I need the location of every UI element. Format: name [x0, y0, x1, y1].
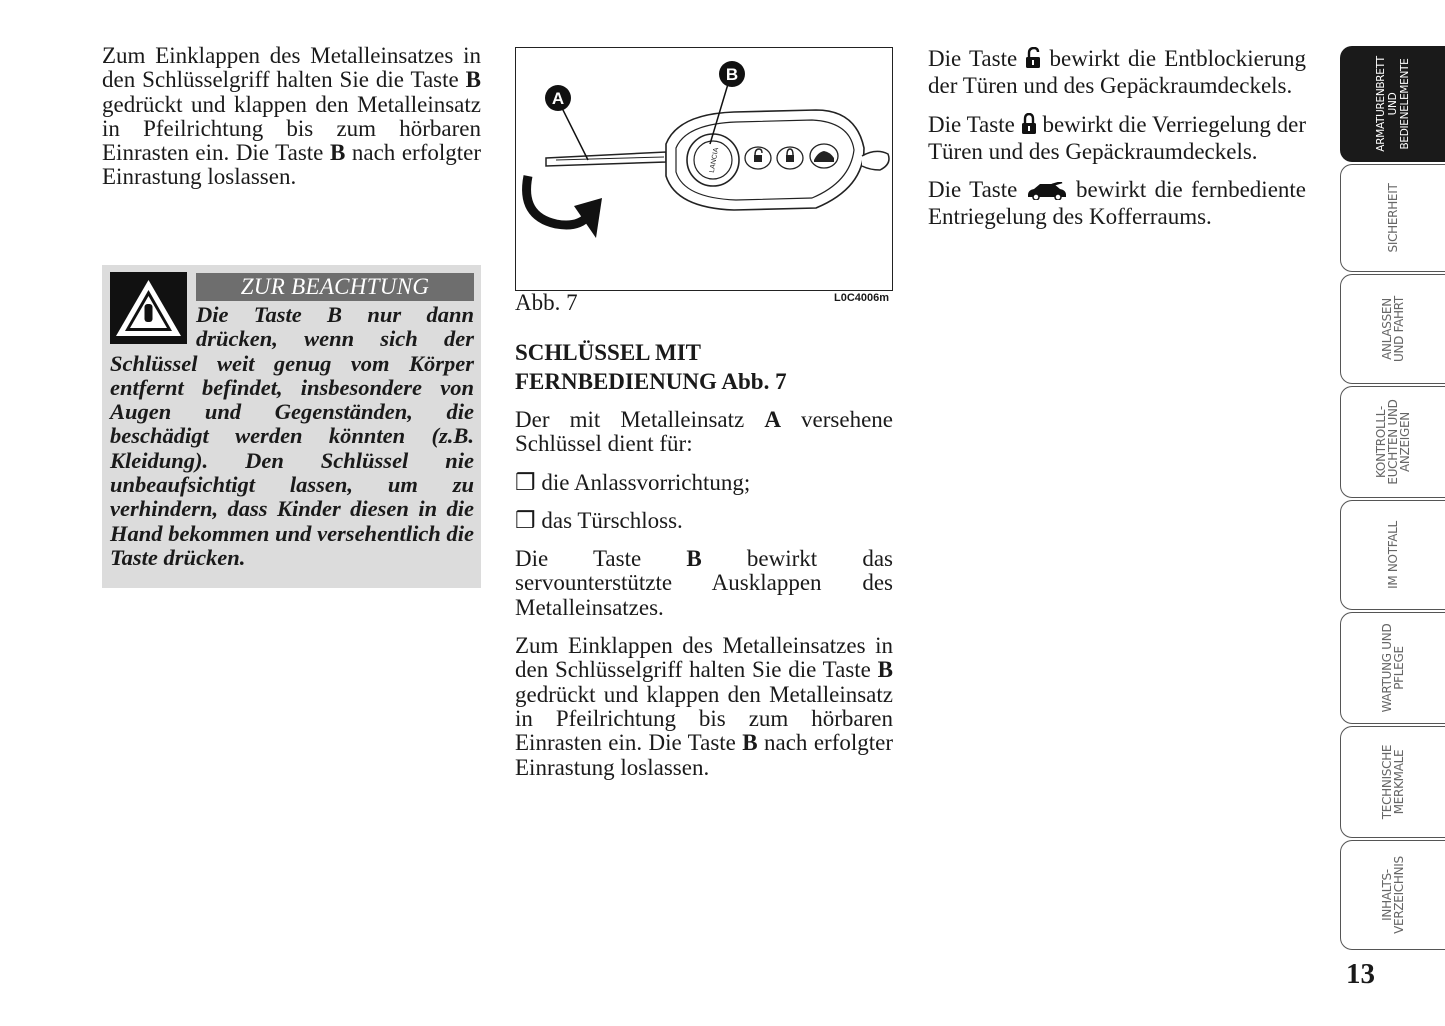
button-b-paragraph: Die Taste B bewirkt das servounterstützte Ausklappen des Metalleinsatzes. [515, 546, 894, 620]
tab-label: WARTUNG UND PFLEGE [1380, 623, 1406, 713]
column-middle [515, 338, 893, 794]
tab-label: TECHNISCHE MERKMALE [1380, 744, 1406, 820]
tab-im-notfall[interactable] [1340, 500, 1445, 610]
tab-label: SICHERHEIT [1386, 183, 1400, 253]
warning-text: Die Taste B nur dann drücken, wenn sich der Schlüssel weit genug vom Körper entfernt befindet, insbesondere von Augen und Gegenständen, die beschädigt werden könnten (z.B. Kleidung). Den Schlüssel nie unbeaufsichtigt lassen, um zu verhindern, dass Kinder diesen in die Hand bekommen und versehentlich die Taste drücken. [110, 302, 474, 570]
fold-instructions-paragraph: Zum Einklappen des Metalleinsatzes in den Schlüsselgriff halten Sie die Taste B gedrückt und klappen den Metalleinsatz in Pfeilrichtung bis zum hörbaren Einrasten ein. Die Taste B nach erfolgter Einrastung loslassen. [102, 43, 482, 190]
tab-anlassen[interactable] [1340, 274, 1445, 384]
tab-inhaltsverzeichnis[interactable] [1340, 840, 1445, 950]
warning-title: ZUR BEACHTUNG [196, 273, 474, 301]
column-right [928, 47, 1306, 244]
tab-wartung[interactable] [1340, 612, 1445, 724]
tab-armaturenbrett[interactable] [1340, 46, 1445, 162]
car-trunk-icon [1026, 181, 1068, 205]
page-number: 13 [1346, 958, 1375, 990]
tab-label: ARMATURENBRETT UND BEDIENELEMENTE [1375, 56, 1411, 152]
label-b: B [725, 65, 739, 84]
key-figure [515, 47, 893, 291]
unlock-icon [1025, 47, 1041, 74]
tab-label: KONTROLLL- EUCHTEN UND ANZEIGEN [1374, 399, 1412, 485]
trunk-paragraph: Die Taste bewirkt die fernbediente Entriegelung des Kofferraums. [928, 177, 1306, 230]
warning-box [102, 265, 481, 588]
fold-instructions-paragraph-2: Zum Einklappen des Metalleinsatzes in den Schlüsselgriff halten Sie die Taste B gedrückt und klappen den Metalleinsatz in Pfeilrichtung bis zum hörbaren Einrasten ein. Die Taste B nach erfolgter Einrastung loslassen. [515, 633, 894, 780]
tab-technische-merkmale[interactable] [1340, 726, 1445, 838]
column-left [102, 44, 481, 204]
key-purpose-paragraph: Der mit Metalleinsatz A versehene Schlüssel dient für: [515, 407, 893, 457]
figure-caption: Abb. 7 [515, 290, 578, 315]
label-a: A [551, 89, 565, 108]
unlock-paragraph: Die Taste bewirkt die Entblockierung der Türen und des Gepäckraumdeckels. [928, 46, 1307, 99]
brand-logo: LANCIA [708, 147, 721, 174]
lock-paragraph: Die Taste bewirkt die Verriegelung der Türen und des Gepäckraumdeckels. [928, 111, 1307, 164]
section-heading: SCHLÜSSEL MIT FERNBEDIENUNG Abb. 7 [515, 340, 787, 394]
tab-kontrollleuchten[interactable] [1340, 386, 1445, 498]
tab-label: IM NOTFALL [1386, 521, 1400, 589]
tab-label: INHALTS- VERZEICHNIS [1380, 856, 1406, 934]
tab-sicherheit[interactable] [1340, 164, 1445, 272]
figure-code: L0C4006m [834, 292, 890, 304]
bullet-ignition: ❒ die Anlassvorrichtung; [515, 469, 751, 495]
bullet-door-lock: ❒ das Türschloss. [515, 507, 683, 533]
tab-label: ANLASSEN UND FAHRT [1380, 296, 1406, 362]
lock-icon [1021, 113, 1037, 140]
